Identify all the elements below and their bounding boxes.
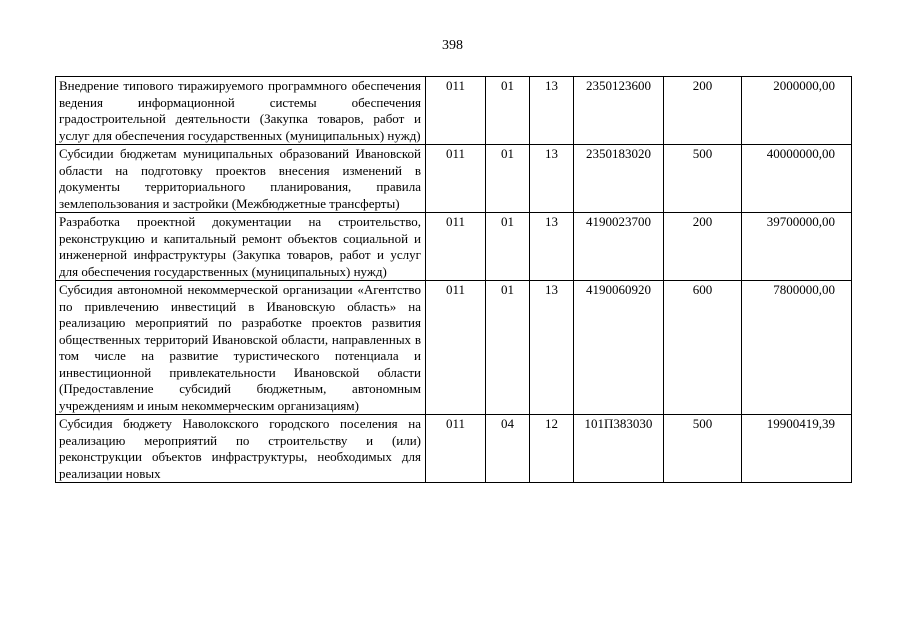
table-row	[56, 213, 852, 281]
table-row	[56, 415, 852, 483]
section-code: 01	[486, 213, 530, 281]
row-description: Субсидия бюджету Наволокского городского поселения на реализацию мероприятий по строительству и (или) реконструкции объектов инфраструктуры, необходимых для реализации новых	[56, 415, 426, 483]
expense-type-code: 200	[664, 213, 742, 281]
ministry-code: 011	[426, 77, 486, 145]
ministry-code: 011	[426, 415, 486, 483]
target-code: 2350183020	[574, 145, 664, 213]
subsection-code: 12	[530, 415, 574, 483]
subsection-code: 13	[530, 77, 574, 145]
table-row	[56, 145, 852, 213]
amount: 7800000,00	[742, 281, 852, 415]
expense-type-code: 500	[664, 415, 742, 483]
table-row	[56, 77, 852, 145]
section-code: 01	[486, 281, 530, 415]
amount: 2000000,00	[742, 77, 852, 145]
expense-type-code: 200	[664, 77, 742, 145]
row-description: Субсидии бюджетам муниципальных образований Ивановской области на подготовку проектов внесения изменений в документы территориального планирования, правила землепользования и застройки (Межбюджетные трансферты)	[56, 145, 426, 213]
amount: 39700000,00	[742, 213, 852, 281]
target-code: 2350123600	[574, 77, 664, 145]
page-number: 398	[442, 38, 463, 53]
table-row	[56, 281, 852, 415]
amount: 19900419,39	[742, 415, 852, 483]
section-code: 04	[486, 415, 530, 483]
section-code: 01	[486, 77, 530, 145]
row-description: Разработка проектной документации на строительство, реконструкцию и капитальный ремонт объектов социальной и инженерной инфраструктуры (Закупка товаров, работ и услуг для обеспечения государственных (муниципальных) нужд)	[56, 213, 426, 281]
subsection-code: 13	[530, 145, 574, 213]
row-description: Субсидия автономной некоммерческой организации «Агентство по привлечению инвестиций в Ивановскую область» на реализацию мероприятий по разработке проектов развития общественных территорий Ивановской области, направленных в том числе на развитие туристического потенциала и инвестиционной привлекательности Ивановской области (Предоставление субсидий бюджетным, автономным учреждениям и иным некоммерческим организациям)	[56, 281, 426, 415]
budget-table	[55, 76, 852, 483]
row-description: Внедрение типового тиражируемого программного обеспечения ведения информационной системы обеспечения градостроительной деятельности (Закупка товаров, работ и услуг для обеспечения государственных (муниципальных) нужд)	[56, 77, 426, 145]
expense-type-code: 500	[664, 145, 742, 213]
ministry-code: 011	[426, 213, 486, 281]
target-code: 101П383030	[574, 415, 664, 483]
ministry-code: 011	[426, 281, 486, 415]
subsection-code: 13	[530, 281, 574, 415]
target-code: 4190060920	[574, 281, 664, 415]
expense-type-code: 600	[664, 281, 742, 415]
subsection-code: 13	[530, 213, 574, 281]
section-code: 01	[486, 145, 530, 213]
amount: 40000000,00	[742, 145, 852, 213]
target-code: 4190023700	[574, 213, 664, 281]
ministry-code: 011	[426, 145, 486, 213]
